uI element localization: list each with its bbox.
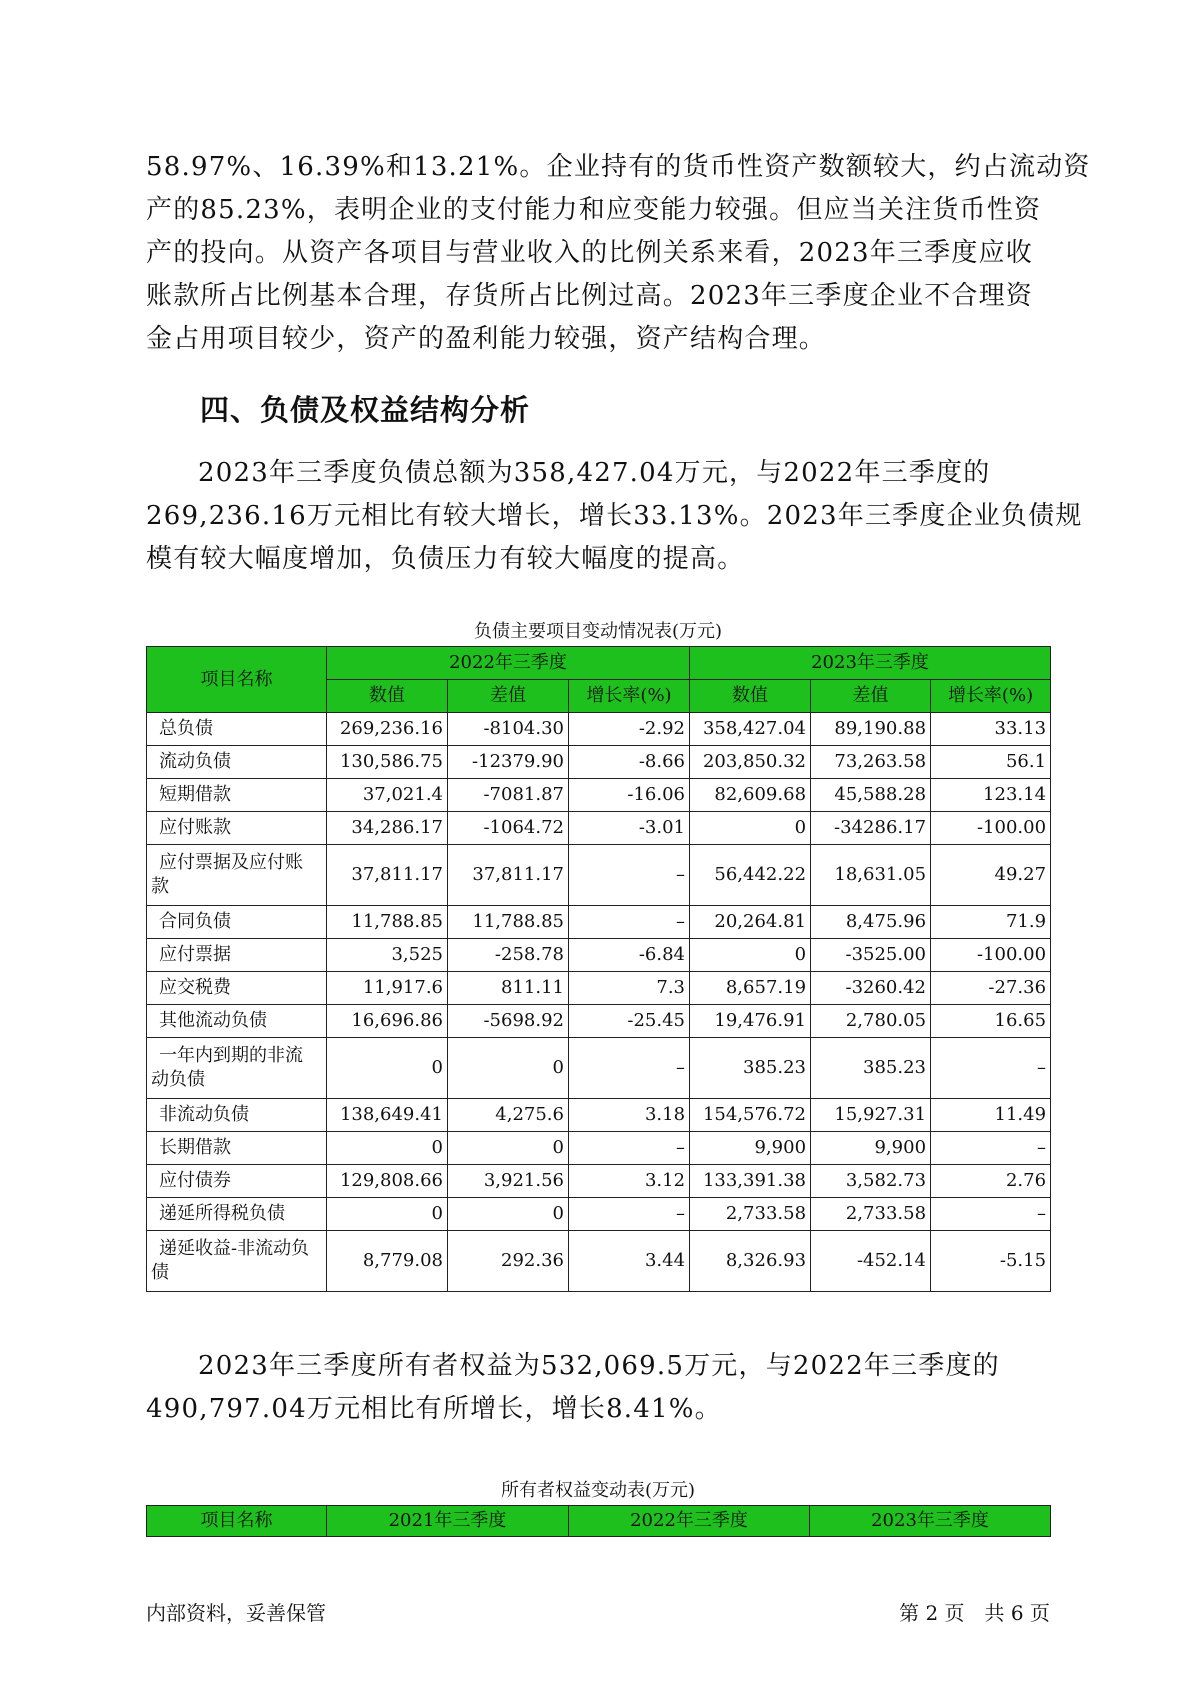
row-name-line: 款	[151, 876, 169, 897]
cell-growth: 3.44	[569, 1231, 690, 1292]
header-growth: 增长率(%)	[569, 680, 690, 713]
table-row	[147, 1198, 1051, 1231]
cell-growth: –	[931, 1038, 1051, 1099]
cell-growth: 16.65	[931, 1005, 1051, 1038]
header-value: 数值	[690, 680, 811, 713]
text-line: 269,236.16万元相比有较大增长，增长33.13%。2023年三季度企业负债规	[146, 501, 1083, 531]
cell-diff: 4,275.6	[448, 1099, 569, 1132]
cell-diff: -3525.00	[811, 939, 931, 972]
table-row	[147, 1165, 1051, 1198]
header-period-2023: 2023年三季度	[690, 647, 1051, 680]
cell-value: 20,264.81	[690, 906, 811, 939]
footer-confidential: 内部资料，妥善保管	[146, 1601, 326, 1625]
row-name-line: 递延收益-非流动负	[159, 1238, 310, 1259]
cell-growth: 3.18	[569, 1099, 690, 1132]
cell-value: 8,779.08	[327, 1231, 448, 1292]
cell-diff: -34286.17	[811, 812, 931, 845]
header-item-name: 项目名称	[147, 1506, 327, 1537]
header-value: 数值	[327, 680, 448, 713]
cell-growth: –	[569, 845, 690, 906]
row-name: 总负债	[147, 713, 327, 746]
text-line: 账款所占比例基本合理，存货所占比例过高。2023年三季度企业不合理资	[146, 281, 1033, 311]
text-line: 2023年三季度所有者权益为532,069.5万元，与2022年三季度的	[198, 1351, 1000, 1381]
cell-diff: 15,927.31	[811, 1099, 931, 1132]
cell-growth: 2.76	[931, 1165, 1051, 1198]
table-row	[147, 1038, 1051, 1099]
row-name	[147, 845, 327, 906]
cell-growth: -27.36	[931, 972, 1051, 1005]
row-name	[147, 1038, 327, 1099]
cell-value: 138,649.41	[327, 1099, 448, 1132]
cell-value: 130,586.75	[327, 746, 448, 779]
cell-value: 11,917.6	[327, 972, 448, 1005]
row-name-line: 应付票据及应付账	[159, 852, 303, 873]
cell-value: 203,850.32	[690, 746, 811, 779]
cell-diff: 8,475.96	[811, 906, 931, 939]
cell-diff: 292.36	[448, 1231, 569, 1292]
table-row	[147, 779, 1051, 812]
header-period-2021: 2021年三季度	[327, 1506, 569, 1537]
cell-growth: -100.00	[931, 812, 1051, 845]
cell-growth: -25.45	[569, 1005, 690, 1038]
cell-diff: -452.14	[811, 1231, 931, 1292]
header-period-2022: 2022年三季度	[569, 1506, 810, 1537]
cell-growth: 7.3	[569, 972, 690, 1005]
text-line: 58.97%、16.39%和13.21%。企业持有的货币性资产数额较大，约占流动资	[146, 152, 1091, 182]
row-name	[147, 1231, 327, 1292]
table-row	[147, 845, 1051, 906]
cell-diff: 0	[448, 1198, 569, 1231]
liability-table	[146, 646, 1051, 1292]
cell-growth: -100.00	[931, 939, 1051, 972]
text-line: 产的85.23%，表明企业的支付能力和应变能力较强。但应当关注货币性资	[146, 195, 1042, 225]
cell-value: 269,236.16	[327, 713, 448, 746]
row-name: 应付票据	[147, 939, 327, 972]
cell-growth: 56.1	[931, 746, 1051, 779]
paragraph-equity-summary	[146, 1345, 1050, 1431]
table-row	[147, 1132, 1051, 1165]
header-period-2022: 2022年三季度	[327, 647, 690, 680]
cell-diff: 0	[448, 1038, 569, 1099]
row-name-line: 动负债	[151, 1069, 205, 1090]
cell-diff: 3,582.73	[811, 1165, 931, 1198]
cell-growth: 33.13	[931, 713, 1051, 746]
cell-diff: 9,900	[811, 1132, 931, 1165]
table-row	[147, 713, 1051, 746]
cell-diff: -3260.42	[811, 972, 931, 1005]
cell-diff: 385.23	[811, 1038, 931, 1099]
row-name: 短期借款	[147, 779, 327, 812]
row-name: 流动负债	[147, 746, 327, 779]
cell-value: 0	[327, 1132, 448, 1165]
row-name: 非流动负债	[147, 1099, 327, 1132]
text-line: 产的投向。从资产各项目与营业收入的比例关系来看，2023年三季度应收	[146, 238, 1033, 268]
cell-diff: -12379.90	[448, 746, 569, 779]
cell-growth: 71.9	[931, 906, 1051, 939]
row-name: 长期借款	[147, 1132, 327, 1165]
paragraph-asset-summary	[146, 146, 1091, 361]
cell-growth: –	[569, 1038, 690, 1099]
cell-diff: 89,190.88	[811, 713, 931, 746]
cell-growth: 123.14	[931, 779, 1051, 812]
text-line: 2023年三季度负债总额为358,427.04万元，与2022年三季度的	[198, 458, 991, 488]
cell-value: 56,442.22	[690, 845, 811, 906]
section-heading: 四、负债及权益结构分析	[200, 393, 531, 427]
header-item-name: 项目名称	[147, 647, 327, 713]
cell-diff: -1064.72	[448, 812, 569, 845]
row-name-line: 一年内到期的非流	[159, 1045, 303, 1066]
cell-value: 9,900	[690, 1132, 811, 1165]
row-name-line: 债	[151, 1262, 169, 1283]
table-caption: 负债主要项目变动情况表(万元)	[473, 621, 723, 642]
cell-growth: –	[569, 1132, 690, 1165]
table-row	[147, 1231, 1051, 1292]
cell-growth: –	[931, 1132, 1051, 1165]
cell-value: 0	[327, 1038, 448, 1099]
header-growth: 增长率(%)	[931, 680, 1051, 713]
cell-growth: –	[569, 906, 690, 939]
table-caption: 所有者权益变动表(万元)	[500, 1480, 696, 1501]
cell-growth: –	[931, 1198, 1051, 1231]
cell-diff: 0	[448, 1132, 569, 1165]
cell-value: 154,576.72	[690, 1099, 811, 1132]
table-row	[147, 812, 1051, 845]
table-row	[147, 906, 1051, 939]
cell-value: 37,021.4	[327, 779, 448, 812]
cell-growth: –	[569, 1198, 690, 1231]
cell-diff: 73,263.58	[811, 746, 931, 779]
header-period-2023: 2023年三季度	[810, 1506, 1051, 1537]
paragraph-liability-summary	[146, 452, 1083, 581]
cell-value: 0	[690, 939, 811, 972]
cell-value: 0	[327, 1198, 448, 1231]
cell-diff: 45,588.28	[811, 779, 931, 812]
cell-value: 358,427.04	[690, 713, 811, 746]
cell-value: 8,657.19	[690, 972, 811, 1005]
cell-diff: 811.11	[448, 972, 569, 1005]
row-name: 递延所得税负债	[147, 1198, 327, 1231]
cell-growth: 49.27	[931, 845, 1051, 906]
cell-value: 16,696.86	[327, 1005, 448, 1038]
table-row	[147, 746, 1051, 779]
cell-growth: -6.84	[569, 939, 690, 972]
table-row	[147, 939, 1051, 972]
cell-growth: 11.49	[931, 1099, 1051, 1132]
row-name: 其他流动负债	[147, 1005, 327, 1038]
cell-growth: -5.15	[931, 1231, 1051, 1292]
cell-diff: 2,733.58	[811, 1198, 931, 1231]
table-row	[147, 1099, 1051, 1132]
cell-value: 19,476.91	[690, 1005, 811, 1038]
row-name: 合同负债	[147, 906, 327, 939]
cell-value: 3,525	[327, 939, 448, 972]
cell-diff: 37,811.17	[448, 845, 569, 906]
table-row	[147, 972, 1051, 1005]
row-name: 应付账款	[147, 812, 327, 845]
cell-value: 37,811.17	[327, 845, 448, 906]
cell-value: 0	[690, 812, 811, 845]
cell-value: 129,808.66	[327, 1165, 448, 1198]
cell-diff: 2,780.05	[811, 1005, 931, 1038]
text-line: 模有较大幅度增加，负债压力有较大幅度的提高。	[146, 544, 745, 574]
cell-growth: -8.66	[569, 746, 690, 779]
cell-growth: -16.06	[569, 779, 690, 812]
footer-page-number: 第 2 页 共 6 页	[899, 1601, 1050, 1625]
cell-growth: -2.92	[569, 713, 690, 746]
text-line: 金占用项目较少，资产的盈利能力较强，资产结构合理。	[146, 324, 827, 354]
cell-value: 385.23	[690, 1038, 811, 1099]
row-name: 应交税费	[147, 972, 327, 1005]
table-row	[147, 1005, 1051, 1038]
header-diff: 差值	[811, 680, 931, 713]
cell-diff: 18,631.05	[811, 845, 931, 906]
cell-diff: 11,788.85	[448, 906, 569, 939]
cell-diff: -5698.92	[448, 1005, 569, 1038]
cell-diff: -7081.87	[448, 779, 569, 812]
cell-value: 8,326.93	[690, 1231, 811, 1292]
cell-value: 34,286.17	[327, 812, 448, 845]
cell-diff: -8104.30	[448, 713, 569, 746]
row-name: 应付债券	[147, 1165, 327, 1198]
cell-diff: 3,921.56	[448, 1165, 569, 1198]
cell-diff: -258.78	[448, 939, 569, 972]
cell-value: 133,391.38	[690, 1165, 811, 1198]
cell-growth: 3.12	[569, 1165, 690, 1198]
header-diff: 差值	[448, 680, 569, 713]
text-line: 490,797.04万元相比有所增长，增长8.41%。	[146, 1394, 722, 1424]
equity-table	[146, 1505, 1051, 1537]
cell-value: 11,788.85	[327, 906, 448, 939]
cell-growth: -3.01	[569, 812, 690, 845]
cell-value: 2,733.58	[690, 1198, 811, 1231]
cell-value: 82,609.68	[690, 779, 811, 812]
